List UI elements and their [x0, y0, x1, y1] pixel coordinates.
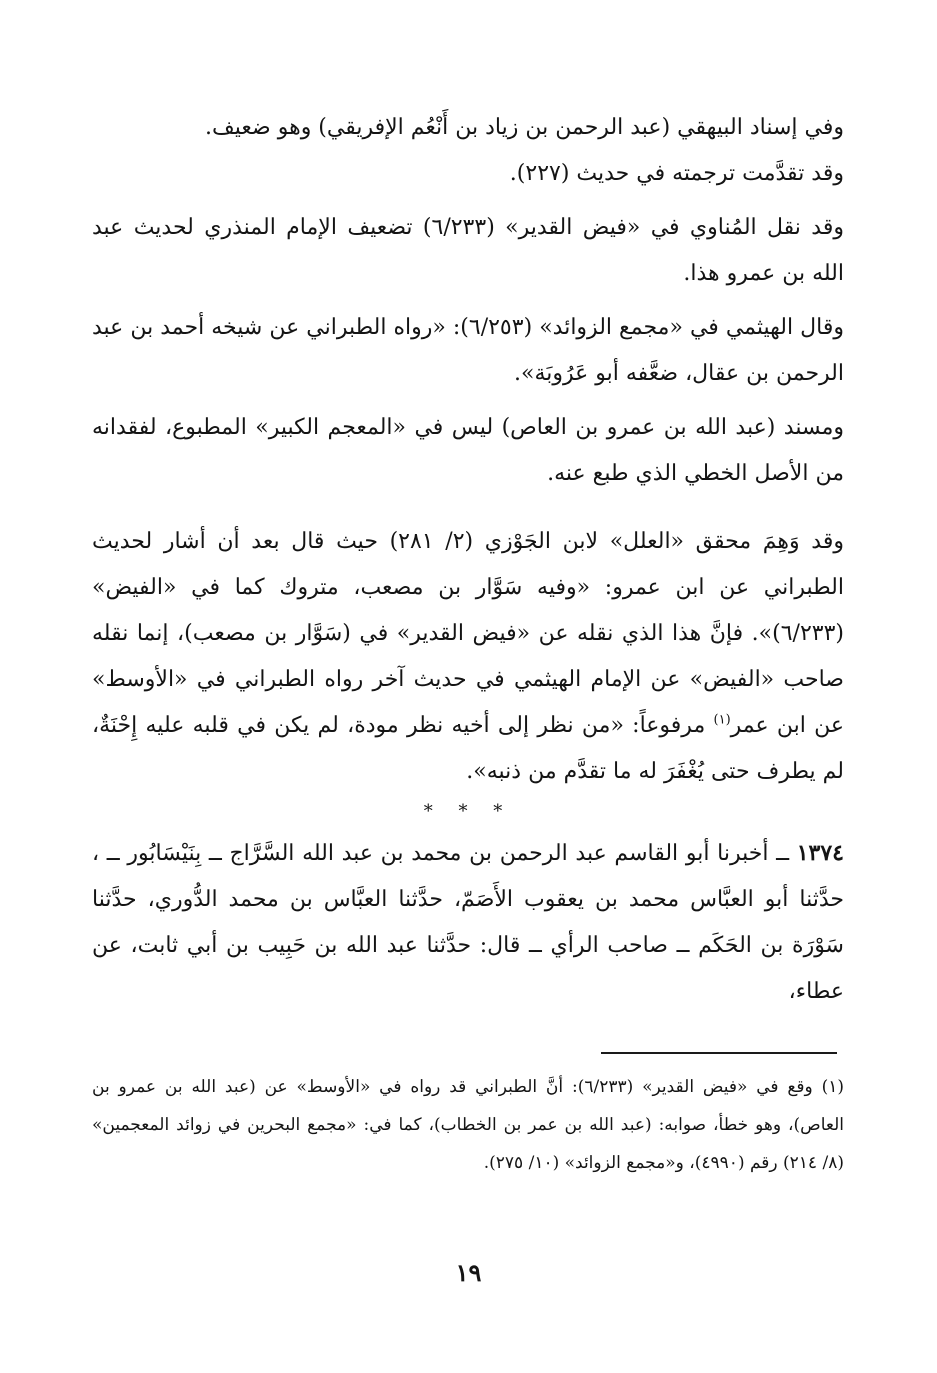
hadith-number: ١٣٧٤	[796, 840, 844, 866]
footnote-1: (١) وقع في «فيض القدير» (٦/٢٣٣): أنَّ الطبراني قد رواه في «الأوسط» عن (عبد الله بن عمرو بن العاص)، وهو خطأ، صوابه: (عبد الله بن عمر بن الخطاب)، كما في: «مجمع البحرين في زوائد المعجمين» (٨/ ٢١٤) رقم (٤٩٩٠)، و«مجمع الزوائد» (١٠/ ٢٧٥).	[92, 1077, 844, 1173]
section-separator: * * *	[423, 801, 513, 822]
paragraph-3: وقال الهيثمي في «مجمع الزوائد» (٦/٢٥٣): «رواه الطبراني عن شيخه أحمد بن عبد الرحمن بن عقال، ضعَّفه أبو عَرُوبَة».	[92, 315, 844, 386]
paragraph-5-text-b: مرفوعاً: «من نظر إلى أخيه نظر مودة، لم يكن في قلبه عليه إِحْنَةٌ، لم يطرف حتى يُغْفَرَ له ما تقدَّم من ذنبه».	[92, 713, 844, 784]
paragraph-1	[92, 105, 844, 197]
paragraph-5-text-a: وقد وَهِمَ محقق «العلل» لابن الجَوْزي (٢/ ٢٨١) حيث قال بعد أن أشار لحديث الطبراني عن ابن عمرو: «وفيه سَوَّار بن مصعب، متروك كما في «الفيض» (٦/٢٣٣)». فإنَّ هذا الذي نقله عن «فيض القدير» في (سَوَّار بن مصعب)، إنما نقله صاحب «الفيض» عن الإمام الهيثمي في حديث آخر رواه الطبراني في «الأوسط» عن ابن عمر	[92, 529, 845, 738]
hadith-paragraph	[92, 830, 844, 1015]
hadith-text: ــ أخبرنا أبو القاسم عبد الرحمن بن محمد بن عبد الله السَّرَّاج ــ بِنَيْسَابُور ــ ، حدَّثنا أبو العبَّاس محمد بن يعقوب الأَصَمّ، حدَّثنا العبَّاس بن محمد الدُّوري، حدَّثنا سَوْرَة بن الحَكَم ــ صاحب الرأي ــ قال: حدَّثنا عبد الله بن حَبِيب بن أبي ثابت، عن عطاء،	[92, 841, 844, 1004]
main-text	[92, 105, 844, 1015]
footnote-marker: (١)	[713, 712, 731, 728]
paragraph-5	[92, 519, 844, 795]
page-number: ١٩	[455, 1258, 482, 1287]
paragraph-4: ومسند (عبد الله بن عمرو بن العاص) ليس في «المعجم الكبير» المطبوع، لفقدانه من الأصل الخطي الذي طبع عنه.	[92, 415, 844, 486]
footnote-divider	[601, 1052, 837, 1054]
paragraph-1-line-1: وفي إسناد البيهقي (عبد الرحمن بن زياد بن أَنْعُم الإفريقي) وهو ضعيف.	[205, 115, 844, 140]
paragraph-1-line-2: وقد تقدَّمت ترجمته في حديث (٢٢٧).	[509, 161, 844, 186]
footnotes	[92, 1068, 844, 1182]
paragraph-2: وقد نقل المُناوي في «فيض القدير» (٦/٢٣٣) تضعيف الإمام المنذري لحديث عبد الله بن عمرو هذا.	[92, 215, 844, 286]
